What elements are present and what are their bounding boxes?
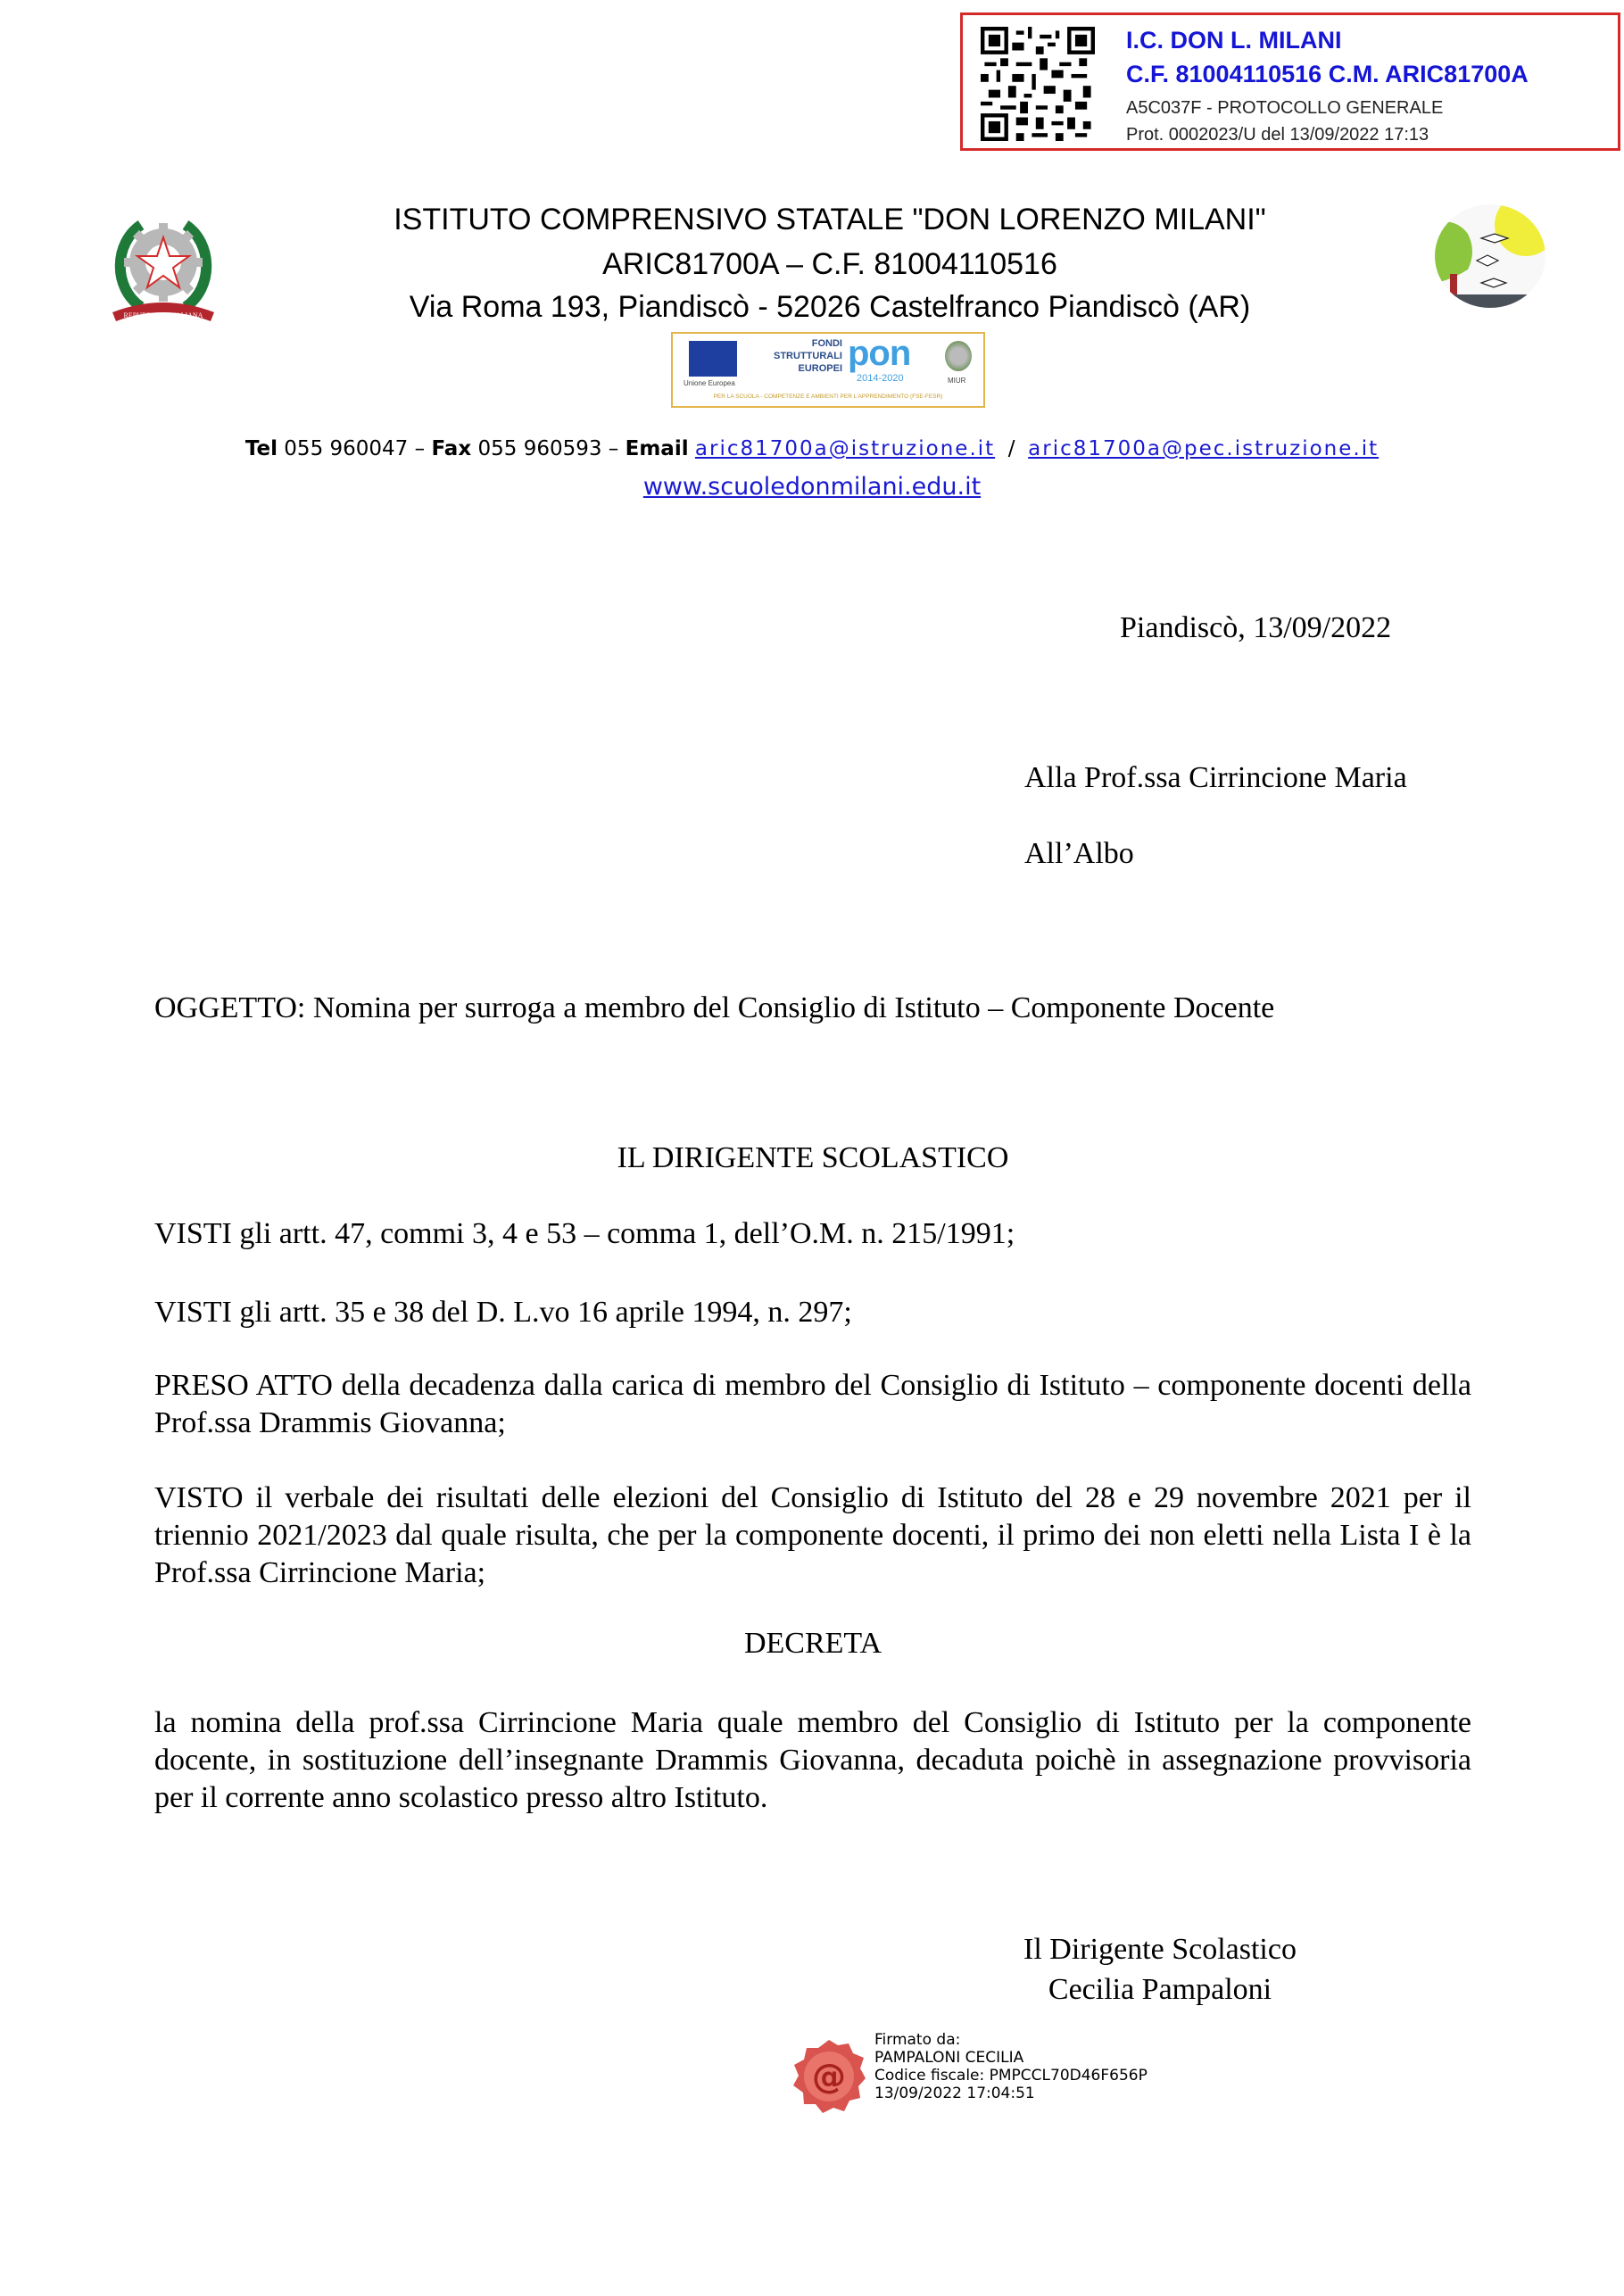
pec-email-link[interactable]: aric81700a@pec.istruzione.it [1028, 437, 1380, 460]
decree-paragraph: la nomina della prof.ssa Cirrincione Maria quale membro del Consiglio di Istituto per la componente docente, in sostituzione dell’insegnante Drammis Giovanna, decaduta poichè in assegnazione provvisoria per il corrente anno scolastico presso altro Istituto. [154, 1706, 1471, 1814]
school-codes: ARIC81700A – C.F. 81004110516 [602, 247, 1057, 281]
fondi-line: FONDI [811, 338, 842, 349]
fax-label: Fax [431, 437, 472, 460]
fax-number: 055 960593 [477, 437, 602, 460]
school-name: ISTITUTO COMPRENSIVO STATALE "DON LORENZO MILANI" [394, 203, 1266, 236]
fondi-line: EUROPEI [798, 363, 842, 374]
school-address: Via Roma 193, Piandiscò - 52026 Castelfranco Piandiscò (AR) [409, 290, 1251, 324]
qr-code-icon [981, 27, 1095, 141]
miur-emblem-icon [945, 341, 972, 371]
signer-fiscal-code: Codice fiscale: PMPCCL70D46F656P [874, 2067, 1148, 2085]
pon-logo-text: pon [848, 334, 911, 373]
premise-paragraph: VISTI gli artt. 35 e 38 del D. L.vo 16 aprile 1994, n. 297; [154, 1296, 852, 1329]
eu-label: Unione Europea [684, 379, 735, 387]
website-link[interactable]: www.scuoledonmilani.edu.it [642, 473, 982, 501]
email-link[interactable]: aric81700a@istruzione.it [694, 437, 996, 460]
website-line [143, 473, 1481, 501]
protocol-stamp [960, 12, 1620, 151]
signer-name: PAMPALONI CECILIA [874, 2049, 1024, 2067]
premise-paragraph: PRESO ATTO della decadenza dalla carica di membro del Consiglio di Istituto – componente docenti della Prof.ssa Drammis Giovanna; [154, 1369, 1471, 1439]
contact-line: Tel 055 960047 – Fax 055 960593 – Email aric81700a@istruzione.it / aric81700a@pec.istruzione.it [244, 437, 1380, 460]
wax-seal-icon [789, 2036, 869, 2117]
decree-heading: DECRETA [743, 1627, 882, 1660]
emblem-ribbon-text: REPUBBLICA ITALIANA [123, 311, 203, 319]
premise-paragraph: VISTO il verbale dei risultati delle elezioni del Consiglio di Istituto del 28 e 29 novembre 2021 per il triennio 2021/2023 dal quale risulta, che per la componente docenti, il primo dei non eletti nella Lista I è la Prof.ssa Cirrincione Maria; [154, 1481, 1471, 1589]
signature-timestamp: 13/09/2022 17:04:51 [874, 2085, 1035, 2102]
subject-line: OGGETTO: Nomina per surroga a membro del Consiglio di Istituto – Componente Docente [154, 991, 1275, 1024]
issuer-heading: IL DIRIGENTE SCOLASTICO [617, 1141, 1009, 1174]
eu-flag-icon [689, 341, 737, 377]
stamp-register: A5C037F - PROTOCOLLO GENERALE [1126, 98, 1444, 118]
italian-republic-emblem-icon [105, 207, 221, 327]
school-logo-icon [1428, 198, 1553, 314]
pon-banner [671, 332, 985, 408]
stamp-codes: C.F. 81004110516 C.M. ARIC81700A [1126, 61, 1529, 87]
miur-label: MIUR [948, 377, 966, 385]
premise-paragraph: VISTI gli artt. 47, commi 3, 4 e 53 – comma 1, dell’O.M. n. 215/1991; [154, 1217, 1015, 1250]
place-date: Piandiscò, 13/09/2022 [1120, 611, 1392, 644]
signature-title: Il Dirigente Scolastico [1023, 1933, 1297, 1966]
fondi-strutturali-text [762, 337, 842, 375]
pon-years: 2014-2020 [857, 373, 904, 384]
pon-footer: PER LA SCUOLA - COMPETENZE E AMBIENTI PER L'APPRENDIMENTO (FSE-FESR) [713, 394, 943, 400]
stamp-protocol-number: Prot. 0002023/U del 13/09/2022 17:13 [1126, 125, 1429, 145]
tel-number: 055 960047 [284, 437, 409, 460]
email-label: Email [625, 437, 689, 460]
svg-text:@: @ [812, 2057, 846, 2096]
recipient-albo: All’Albo [1024, 837, 1134, 870]
digital-signature-details [874, 2031, 1148, 2102]
fondi-line: STRUTTURALI [774, 351, 842, 361]
tel-label: Tel [244, 437, 278, 460]
stamp-institution: I.C. DON L. MILANI [1126, 27, 1342, 54]
recipient-teacher: Alla Prof.ssa Cirrincione Maria [1024, 761, 1407, 794]
signature-name: Cecilia Pampaloni [1048, 1973, 1272, 2006]
email-separator: / [1007, 437, 1015, 460]
signed-by-label: Firmato da: [874, 2031, 961, 2049]
